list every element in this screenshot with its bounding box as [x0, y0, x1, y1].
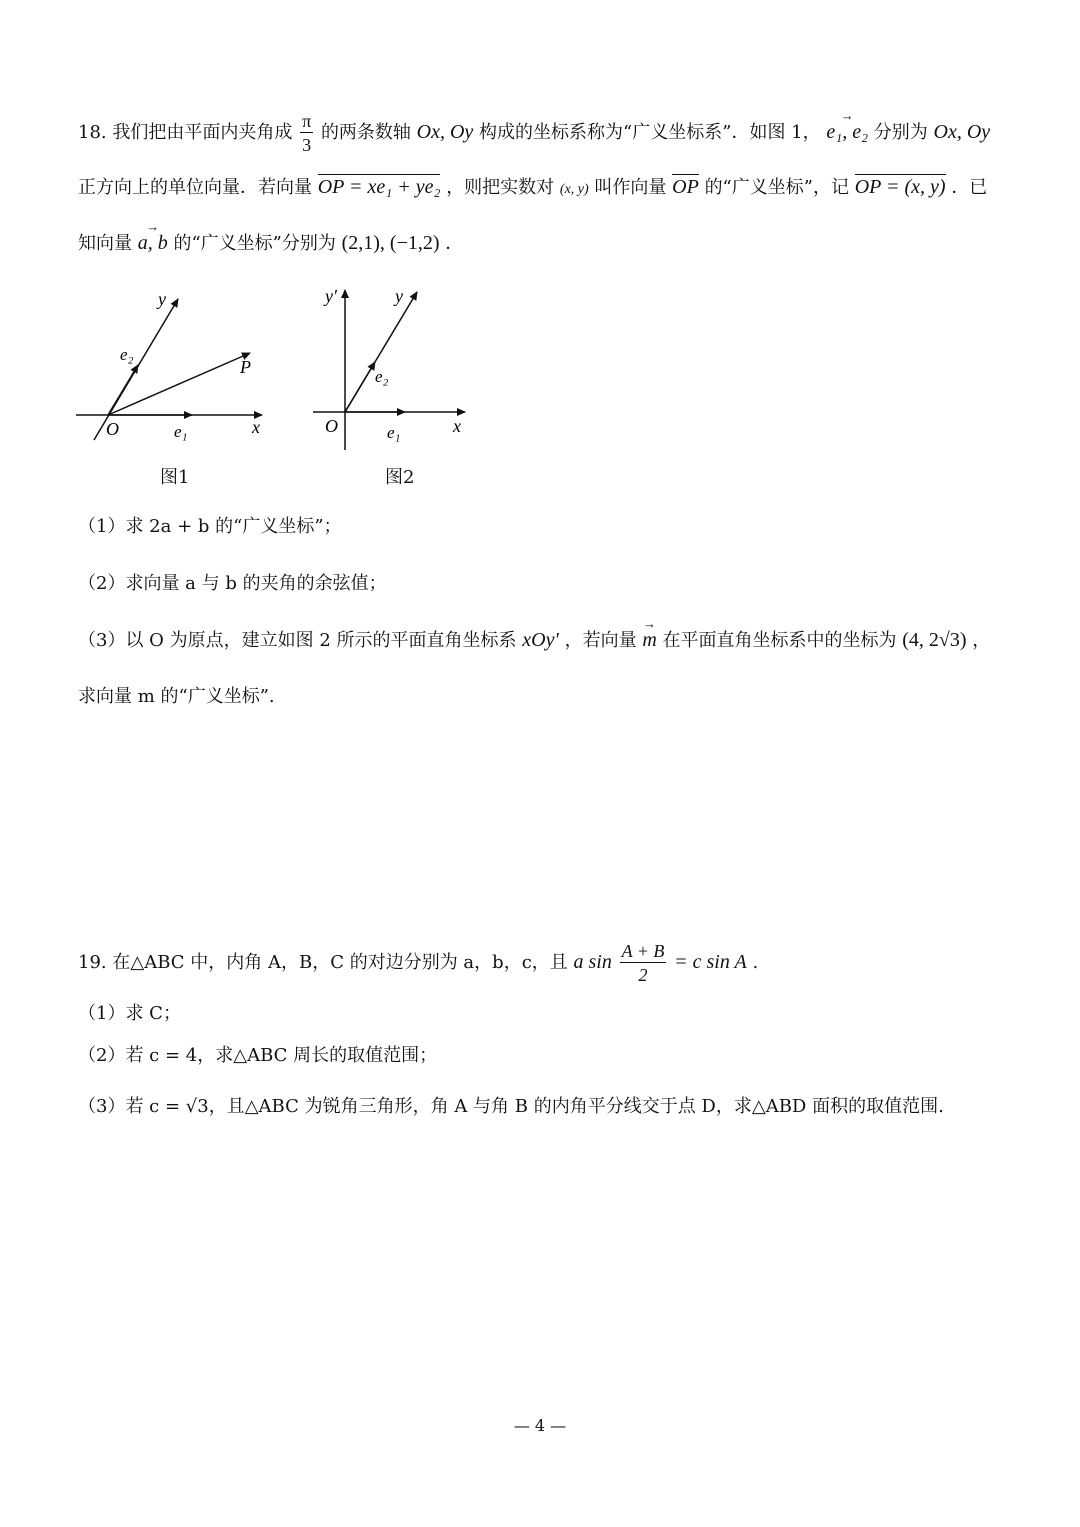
op-vector: OP	[672, 176, 699, 198]
fraction-numerator: A + B	[621, 941, 665, 961]
coordinate-system-label: xOy′	[522, 629, 559, 651]
q19-sub2: （2）若 c = 4，求△ABC 周长的取值范围；	[78, 1045, 438, 1066]
q18-sub3-text: 在平面直角坐标系中的坐标为	[662, 630, 897, 651]
vectors-a-b: → a, b	[138, 233, 168, 253]
p-label: P	[240, 357, 251, 377]
o-label: O	[106, 419, 119, 439]
equation-fraction	[620, 942, 667, 984]
ab-coordinates: (2,1), (−1,2)	[341, 232, 440, 254]
q18-line2	[78, 177, 987, 197]
page-number: — 4 —	[513, 1416, 567, 1435]
basis-vectors: → e₁, e₂	[826, 122, 868, 142]
e2-vector	[108, 365, 138, 415]
q18-text: 的“广义坐标”分别为	[173, 233, 336, 254]
m-coordinate: (4, 2√3)	[902, 629, 967, 651]
q18-text: 分别为	[873, 122, 928, 143]
q18-text: ．已	[951, 177, 988, 198]
op-definition: OP = xe₁ + ye₂	[317, 176, 441, 198]
axes-label: Ox, Oy	[933, 121, 991, 143]
q18-text: 叫作向量	[594, 177, 667, 198]
o-label: O	[325, 416, 338, 436]
figure-2	[305, 282, 480, 457]
x-label: x	[252, 417, 260, 437]
e2-label: e₂	[375, 367, 389, 386]
figure-2-caption: 图2	[385, 467, 415, 488]
q18-text: ．	[445, 233, 464, 254]
q18-sub2: （2）求向量 a 与 b 的夹角的余弦值；	[78, 573, 387, 594]
e2-label: e₂	[120, 345, 134, 364]
y-label: y	[158, 289, 166, 309]
q18-text: 正方向上的单位向量．若向量	[78, 177, 312, 198]
q18-sub3-text: （3）以 O 为原点，建立如图 2 所示的平面直角坐标系	[78, 630, 517, 651]
q18-sub3	[78, 630, 990, 650]
q18-line1	[78, 112, 990, 154]
q18-text: 知向量	[78, 233, 132, 254]
figure-1	[70, 285, 280, 455]
e2-vector	[345, 362, 375, 412]
q18-sub3-text: ，若向量	[564, 630, 637, 651]
e1-label: e₁	[387, 423, 401, 442]
q18-text: 的“广义坐标”，记	[704, 177, 849, 198]
fraction-denominator: 3	[302, 135, 312, 155]
y-label: y	[395, 286, 403, 306]
equation-left: a sin	[573, 951, 612, 973]
pi-over-3-fraction	[300, 112, 313, 154]
q19-text: 在△ABC 中，内角 A，B，C 的对边分别为 a，b，c，且	[112, 952, 568, 973]
q18-text: ，则把实数对	[446, 177, 555, 198]
axes-label: Ox, Oy	[416, 121, 474, 143]
q18-text: 构成的坐标系称为“广义坐标系”．如图 1，	[479, 122, 821, 143]
q19-sub1: （1）求 C；	[78, 1003, 181, 1024]
q18-text: 我们把由平面内夹角成	[112, 122, 293, 143]
q18-number: 18.	[78, 122, 107, 143]
fraction-numerator: π	[302, 111, 312, 131]
op-coordinate: OP = (x, y)	[854, 176, 946, 198]
x-label: x	[453, 416, 461, 436]
q18-sub3-text: ，	[972, 630, 991, 651]
q18-sub3-line2: 求向量 m 的“广义坐标”.	[78, 686, 275, 707]
q19-number: 19.	[78, 952, 107, 973]
q18-sub1: （1）求 2a + b 的“广义坐标”；	[78, 516, 342, 537]
equation-right: = c sin A	[674, 951, 747, 973]
e1-label: e₁	[174, 422, 188, 441]
q18-text: 的两条数轴	[320, 122, 411, 143]
pair-xy: (x, y)	[559, 182, 589, 197]
q19-sub3: （3）若 c = √3，且△ABC 为锐角三角形，角 A 与角 B 的内角平分线交于点 D，求△ABD 面积的取值范围.	[78, 1096, 944, 1117]
vector-m: → m	[642, 630, 656, 650]
fraction-denominator: 2	[638, 965, 648, 985]
figure-1-caption: 图1	[160, 467, 190, 488]
q19-stem	[78, 942, 758, 984]
yprime-label: y′	[325, 286, 337, 306]
q19-text: .	[752, 952, 759, 973]
q18-line3	[78, 233, 463, 253]
